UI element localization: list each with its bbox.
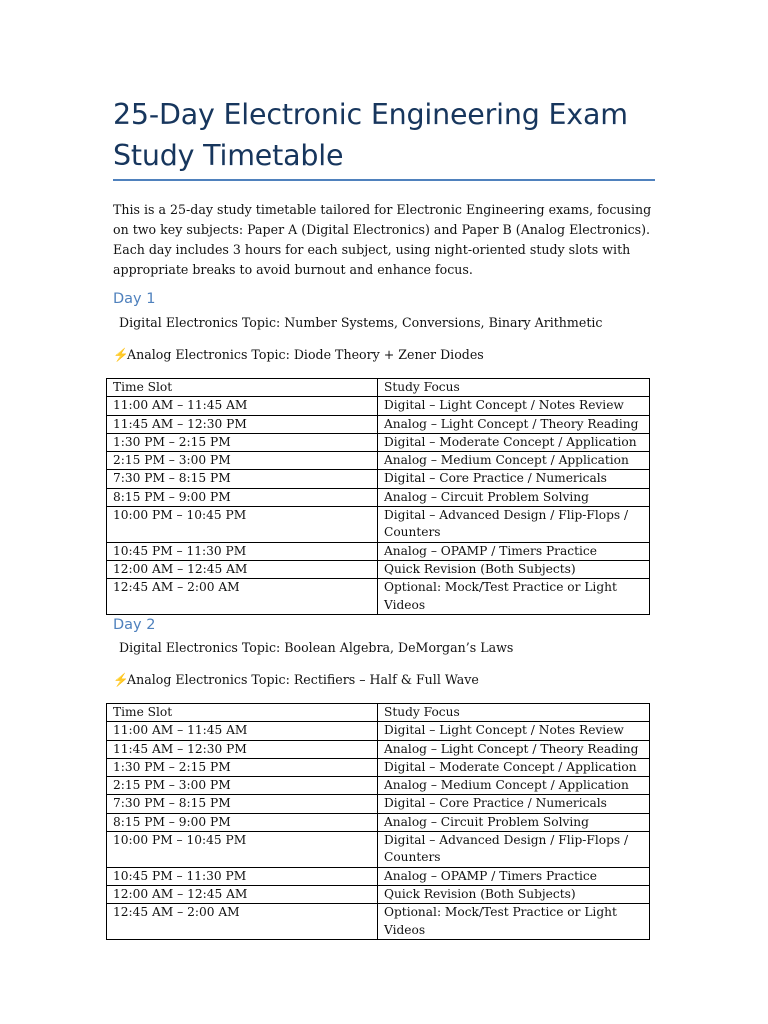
intro-paragraph: This is a 25-day study timetable tailored for Electronic Engineering exams, focusing on two key subjects: Paper A (Digital Electronics) and Paper B (Analog Electronics). Each day includes 3 hours for each subject, using night-oriented study slots with appropriate breaks to avoid burnout and enhance focus. [113,202,652,277]
table-row [107,740,650,758]
table-cell: Analog – OPAMP / Timers Practice [378,867,650,885]
table-cell: 10:45 PM – 11:30 PM [107,542,378,560]
table-cell: 8:15 PM – 9:00 PM [107,488,378,506]
table-row [107,758,650,776]
table-row [107,542,650,560]
table-row [107,885,650,903]
table-header-row [107,704,650,722]
table-header-cell: Time Slot [107,379,378,397]
table-cell: 1:30 PM – 2:15 PM [107,433,378,451]
table-row [107,579,650,615]
day-1-analog-topic-line [113,347,484,363]
table-row [107,397,650,415]
table-cell: 7:30 PM – 8:15 PM [107,795,378,813]
day-2-analog-topic: Analog Electronics Topic: Rectifiers – Half & Full Wave [127,672,479,687]
table-row [107,722,650,740]
day-1-digital-topic: Digital Electronics Topic: Number Systems, Conversions, Binary Arithmetic [119,315,603,330]
document-title: 25-Day Electronic Engineering Exam Study Timetable [113,98,628,172]
day-1-heading: Day 1 [113,291,156,307]
table-cell: Digital – Core Practice / Numericals [378,795,650,813]
table-cell: 12:00 AM – 12:45 AM [107,885,378,903]
table-cell: Analog – Medium Concept / Application [378,777,650,795]
table-cell: 11:45 AM – 12:30 PM [107,415,378,433]
table-cell: Digital – Advanced Design / Flip-Flops / Counters [378,507,650,543]
table-cell: Digital – Light Concept / Notes Review [378,397,650,415]
table-header-row [107,379,650,397]
table-cell: 8:15 PM – 9:00 PM [107,813,378,831]
table-cell: Quick Revision (Both Subjects) [378,560,650,578]
table-header-cell: Study Focus [378,704,650,722]
table-cell: 11:00 AM – 11:45 AM [107,397,378,415]
table-cell: Digital – Core Practice / Numericals [378,470,650,488]
table-row [107,452,650,470]
table-cell: 7:30 PM – 8:15 PM [107,470,378,488]
table-cell: Analog – Medium Concept / Application [378,452,650,470]
table-cell: 1:30 PM – 2:15 PM [107,758,378,776]
table-cell: Analog – Light Concept / Theory Reading [378,415,650,433]
table-row [107,470,650,488]
title-underline [113,179,655,181]
table-cell: 10:00 PM – 10:45 PM [107,507,378,543]
table-cell: 12:45 AM – 2:00 AM [107,579,378,615]
table-cell: Digital – Moderate Concept / Application [378,758,650,776]
table-cell: 12:45 AM – 2:00 AM [107,904,378,940]
table-header-cell: Study Focus [378,379,650,397]
table-cell: Optional: Mock/Test Practice or Light Videos [378,904,650,940]
lightning-bolt-icon: ⚡ [113,672,129,687]
table-row [107,795,650,813]
table-header-cell: Time Slot [107,704,378,722]
table-row [107,560,650,578]
table-row [107,813,650,831]
table-row [107,904,650,940]
table-cell: 2:15 PM – 3:00 PM [107,452,378,470]
table-cell: Optional: Mock/Test Practice or Light Videos [378,579,650,615]
table-cell: Analog – Circuit Problem Solving [378,813,650,831]
day-1-analog-topic: Analog Electronics Topic: Diode Theory + Zener Diodes [127,347,484,362]
table-cell: Analog – Light Concept / Theory Reading [378,740,650,758]
table-cell: 12:00 AM – 12:45 AM [107,560,378,578]
table-cell: 2:15 PM – 3:00 PM [107,777,378,795]
day-1-schedule-table [106,378,650,615]
table-row [107,832,650,868]
table-cell: Analog – OPAMP / Timers Practice [378,542,650,560]
table-row [107,867,650,885]
day-2-analog-topic-line [113,672,479,688]
lightning-bolt-icon: ⚡ [113,347,129,362]
table-cell: 11:00 AM – 11:45 AM [107,722,378,740]
table-cell: 10:45 PM – 11:30 PM [107,867,378,885]
table-row [107,507,650,543]
table-row [107,488,650,506]
table-cell: Digital – Moderate Concept / Application [378,433,650,451]
day-2-digital-topic: Digital Electronics Topic: Boolean Algebra, DeMorgan’s Laws [119,640,514,655]
table-row [107,777,650,795]
table-cell: Digital – Light Concept / Notes Review [378,722,650,740]
table-cell: Digital – Advanced Design / Flip-Flops / Counters [378,832,650,868]
table-cell: 11:45 AM – 12:30 PM [107,740,378,758]
table-cell: 10:00 PM – 10:45 PM [107,832,378,868]
day-2-schedule-table [106,703,650,940]
table-row [107,415,650,433]
table-cell: Quick Revision (Both Subjects) [378,885,650,903]
table-cell: Analog – Circuit Problem Solving [378,488,650,506]
table-row [107,433,650,451]
day-2-heading: Day 2 [113,617,156,633]
